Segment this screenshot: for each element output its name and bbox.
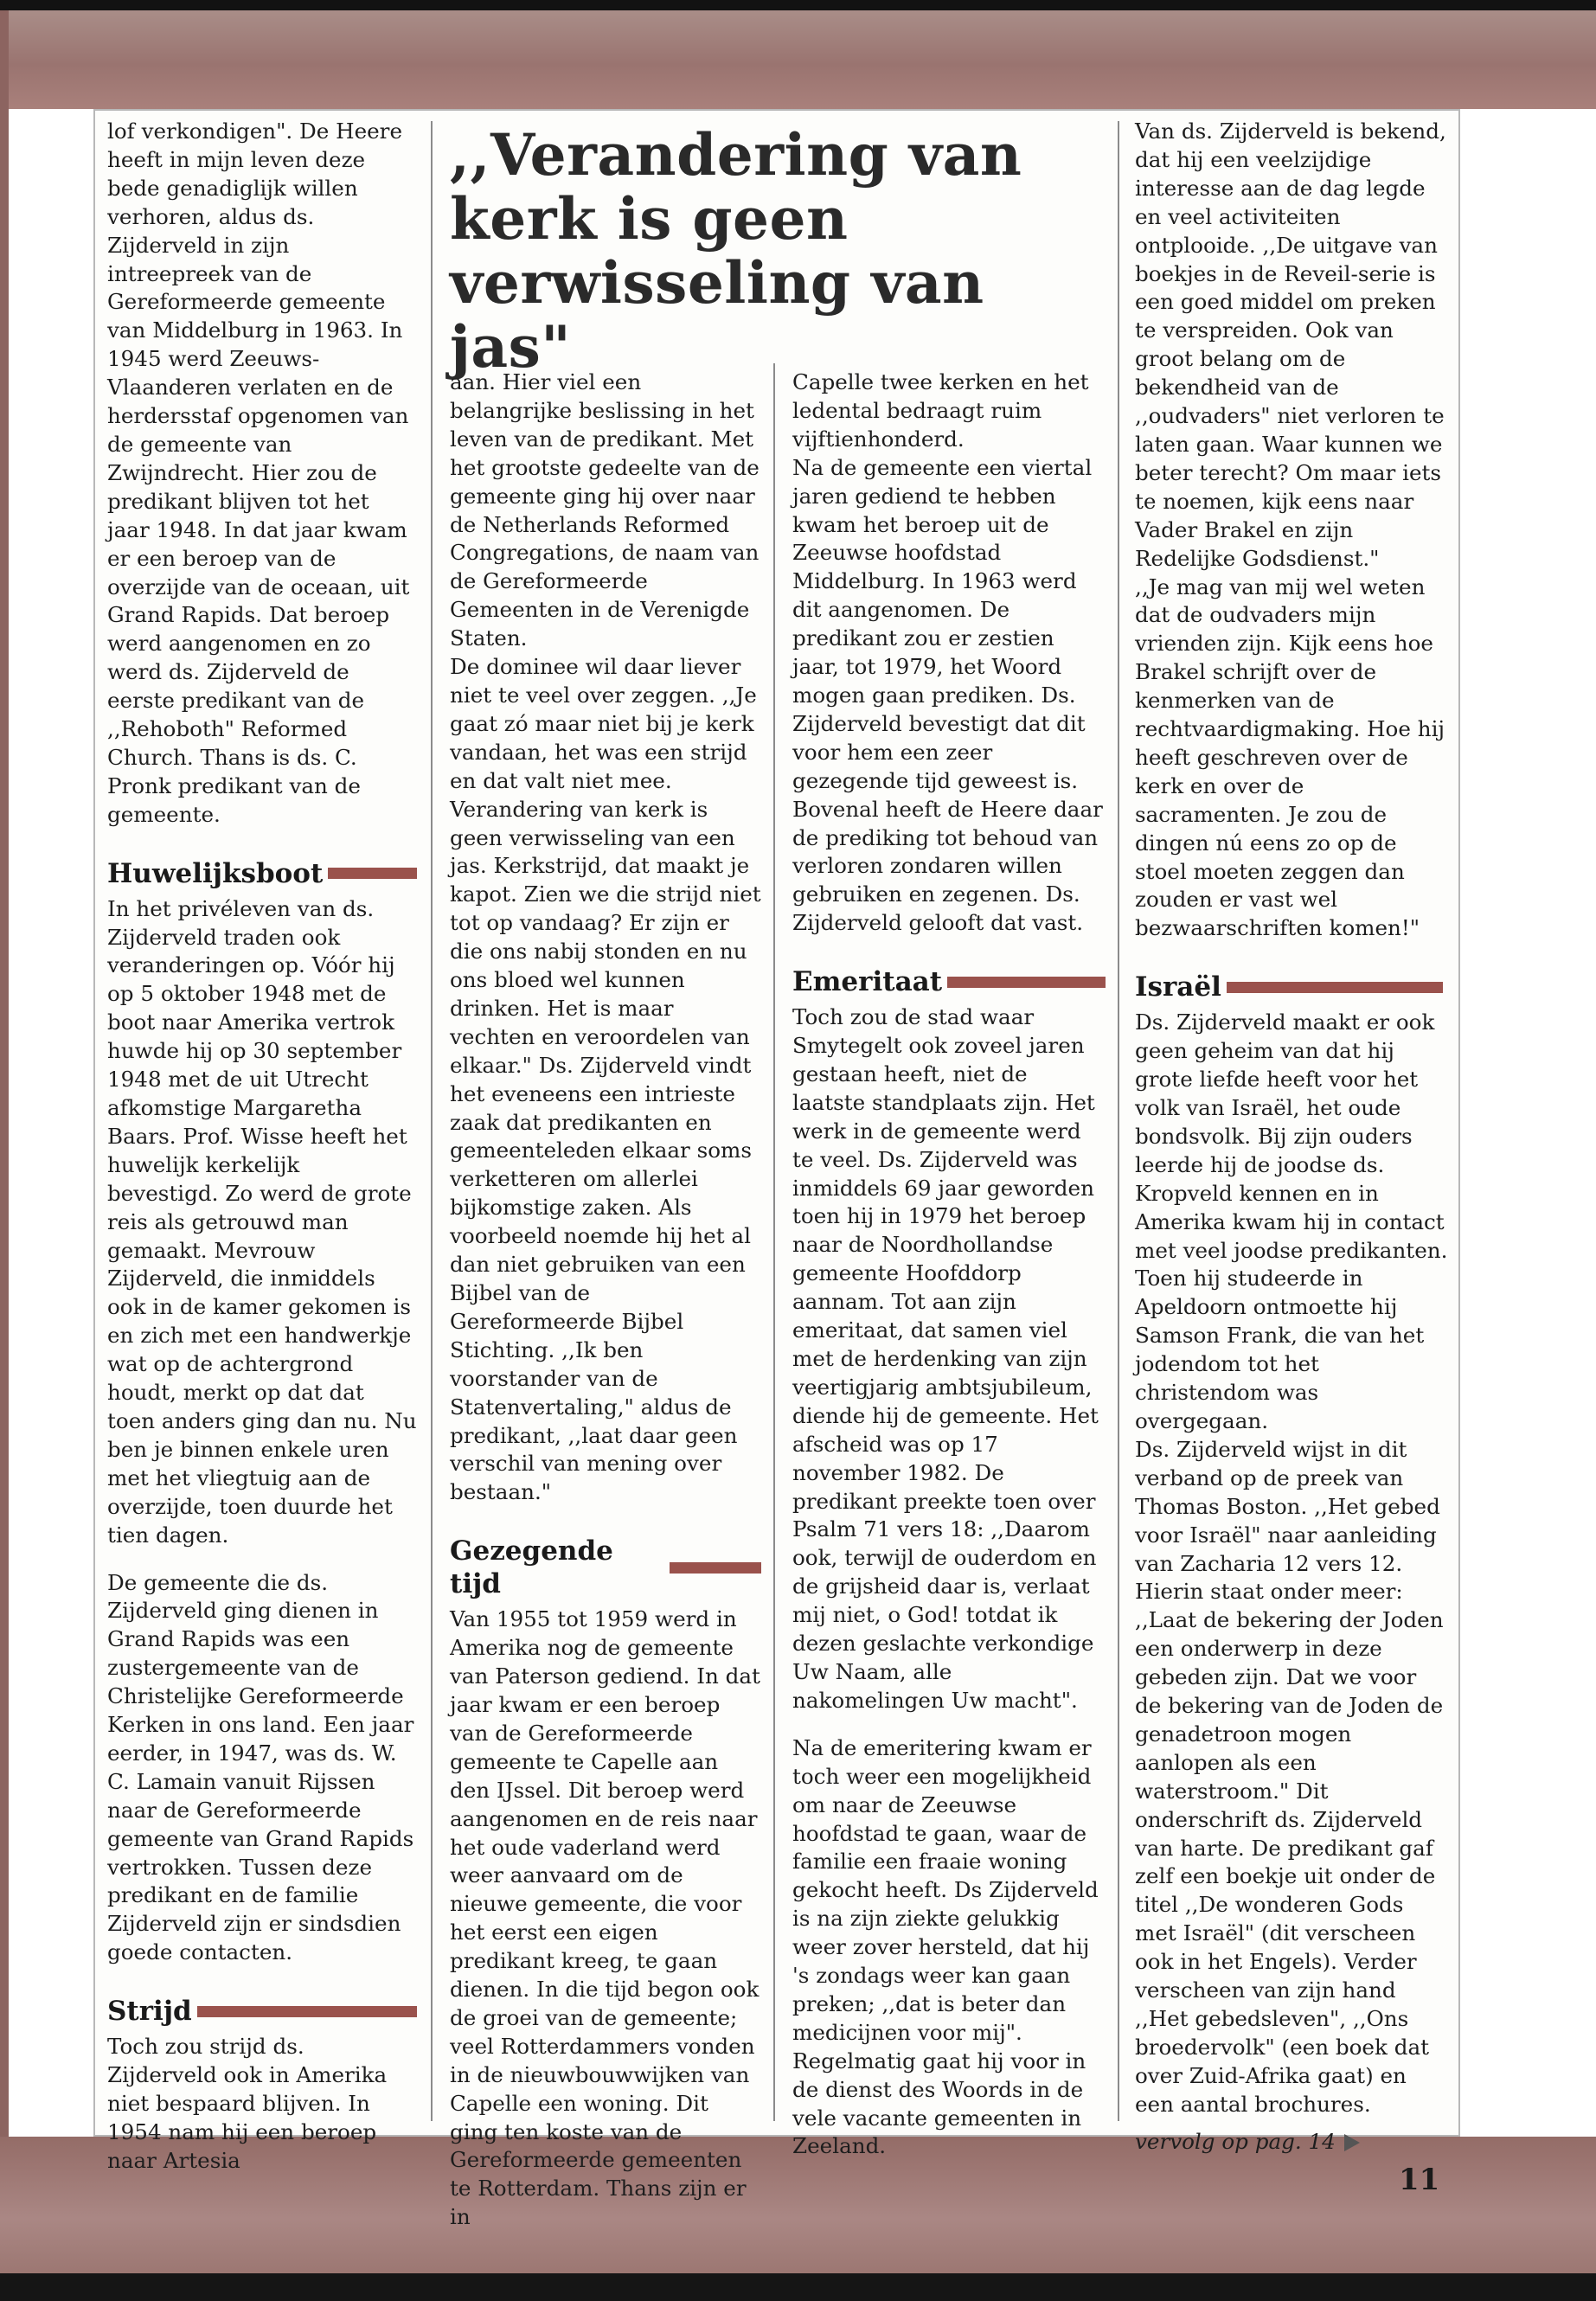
top-black-edge xyxy=(0,0,1596,10)
column-2 xyxy=(450,369,761,2232)
col1-paragraph: In het privéleven van ds. Zijderveld traden ook veranderingen op. Vóór hij op 5 oktober 1948 met de boot naar Amerika vertrok huwde hij op 30 september 1948 met de uit Utrecht afkomstige Margaretha Baars. Prof. Wisse heeft het huwelijk kerkelijk bevestigd. Zo werd de grote reis als getrouwd man gemaakt. Mevrouw Zijderveld, die inmiddels ook in de kamer gekomen is en zich met een handwerkje wat op de achtergrond houdt, merkt op dat dat toen anders ging dan nu. Nu ben je binnen enkele uren met het vliegtuig aan de overzijde, toen duurde het tien dagen. xyxy=(107,895,417,1548)
bottom-black-edge xyxy=(0,2273,1596,2301)
column-1 xyxy=(107,118,417,2176)
heading-bar xyxy=(947,977,1106,988)
col3-paragraph: Toch zou de stad waar Smytegelt ook zoveel jaren gestaan heeft, niet de laatste standplaats zijn. Het werk in de gemeente werd te veel. Ds. Zijderveld was inmiddels 69 jaar geworden toen hij in 1979 het beroep naar de Noordhollandse gemeente Hoofddorp aannam. Tot aan zijn emeritaat, dat samen viel met de herdenking van zijn veertigjarig ambtsjubileum, diende hij de gemeente. Het afscheid was op 17 november 1982. De predikant preekte toen over Psalm 71 vers 18: ,,Daarom ook, terwijl de ouderdom en de grijsheid daar is, verlaat mij niet, o God! totdat ik dezen geslachte verkondige Uw Naam, alle nakomelingen Uw macht". xyxy=(792,1004,1099,1713)
top-color-band xyxy=(0,10,1596,109)
col3-paragraph: Capelle twee kerken en het ledental bedraagt ruim vijftienhonderd. xyxy=(792,369,1089,452)
column-rule-2 xyxy=(773,363,775,2121)
heading-bar xyxy=(1227,982,1443,993)
column-rule-3 xyxy=(1118,121,1119,2121)
heading-bar xyxy=(197,2006,417,2017)
col4-paragraph: Van ds. Zijderveld is bekend, dat hij een veelzijdige interesse aan de dag legde en veel activiteiten ontplooide. ,,De uitgave van boekjes in de Reveil-serie is een goed middel om preken te verspreiden. Ook van groot belang om de bekendheid van de ,,oudvaders" niet verloren te laten gaan. Waar kunnen we beter terecht? Om maar iets te noemen, kijk eens naar Vader Brakel en zijn Redelijke Godsdienst." xyxy=(1135,119,1446,571)
col4-paragraph: ,,Je mag van mij wel weten dat de oudvaders mijn vrienden zijn. Kijk eens hoe Brakel schrijft over de kenmerken van de rechtvaardigmaking. Hoe hij heeft geschreven over de kerk en over de sacramenten. Je zou de dingen nú eens zo op de stoel moeten zeggen dan zouden er vast wel bezwaarschriften komen!" xyxy=(1135,574,1445,941)
page-number: 11 xyxy=(1399,2163,1440,2197)
col2-paragraph: Van 1955 tot 1959 werd in Amerika nog de gemeente van Paterson gediend. In dat jaar kwam er een beroep van de Gereformeerde gemeente te Capelle aan den IJssel. Dit beroep werd aangenomen en de reis naar het oude vaderland werd weer aanvaard om de nieuwe gemeente, die voor het eerst een eigen predikant kreeg, te gaan dienen. In die tijd begon ook de groei van de gemeente; veel Rotterdammers vonden in de nieuwbouwwijken van Capelle een woning. Dit ging ten koste van de Gereformeerde gemeenten te Rotterdam. Thans zijn er in xyxy=(450,1606,760,2230)
heading-huwelijksboot: Huwelijksboot xyxy=(107,857,417,890)
heading-bar xyxy=(670,1562,761,1574)
col4-paragraph: Ds. Zijderveld maakt er ook geen geheim van dat hij grote liefde heeft voor het volk van Israël, het oude bondsvolk. Bij zijn ouders leerde hij de joodse ds. Kropveld kennen en in Amerika kwam hij in contact met veel joodse predikanten. Toen hij studeerde in Apeldoorn ontmoette hij Samson Frank, die van het jodendom tot het christendom was overgegaan. xyxy=(1135,1009,1448,1433)
col1-intro: lof verkondigen". De Heere heeft in mijn leven deze bede genadiglijk willen verhoren, aldus ds. Zijderveld in zijn intreepreek van de Gereformeerde gemeente van Middelburg in 1963. In 1945 werd Zeeuws-Vlaanderen verlaten en de herdersstaf opgenomen van de gemeente van Zwijndrecht. Hier zou de predikant blijven tot het jaar 1948. In dat jaar kwam er een beroep van de overzijde van de oceaan, uit Grand Rapids. Dat beroep werd aangenomen en zo werd ds. Zijderveld de eerste predikant van de ,,Rehoboth" Reformed Church. Thans is ds. C. Pronk predikant van de gemeente. xyxy=(107,119,410,827)
col2-paragraph: De dominee wil daar liever niet te veel over zeggen. ,,Je gaat zó maar niet bij je kerk vandaan, het was een strijd en dat valt niet mee. Verandering van kerk is geen verwisseling van een jas. Kerkstrijd, dat maakt je kapot. Zien we die strijd niet tot op vandaag? Er zijn er die ons nabij stonden en nu ons bloed wel kunnen drinken. Het is maar vechten en veroordelen van elkaar." Ds. Zijderveld vindt het eveneens een intrieste zaak dat predikanten en gemeenteleden elkaar soms verketteren om allerlei bijkomstige zaken. Als voorbeeld noemde hij het al dan niet gebruiken van een Bijbel van de Gereformeerde Bijbel Stichting. ,,Ik ben voorstander van de Statenvertaling," aldus de predikant, ,,laat daar geen verschil van mening over bestaan." xyxy=(450,654,761,1505)
heading-gezegende-tijd: Gezegende tijd xyxy=(450,1535,761,1600)
col2-paragraph: aan. Hier viel een belangrijke beslissing in het leven van de predikant. Met het grootste gedeelte van de gemeente ging hij over naar de Netherlands Reformed Congregations, de naam van de Gereformeerde Gemeenten in de Verenigde Staten. xyxy=(450,369,760,651)
continued-on-page-link[interactable]: vervolg op pag. 14 xyxy=(1135,2128,1448,2157)
column-4 xyxy=(1135,118,1448,2157)
column-3 xyxy=(792,369,1106,2161)
article-headline: ,,Verandering van kerk is geen verwisseling van jas" xyxy=(450,121,1022,381)
col1-paragraph: Toch zou strijd ds. Zijderveld ook in Amerika niet bespaard blijven. In 1954 nam hij een beroep naar Artesia xyxy=(107,2034,388,2173)
heading-emeritaat: Emeritaat xyxy=(792,965,1106,998)
arrow-right-icon xyxy=(1344,2134,1360,2151)
column-rule-1 xyxy=(431,121,433,2121)
col1-paragraph: De gemeente die ds. Zijderveld ging dienen in Grand Rapids was een zustergemeente van de Christelijke Gereformeerde Kerken in ons land. Een jaar eerder, in 1947, was ds. W. C. Lamain vanuit Rijssen naar de Gereformeerde gemeente van Grand Rapids vertrokken. Tussen deze predikant en de familie Zijderveld zijn er sindsdien goede contacten. xyxy=(107,1569,414,1965)
left-page-edge xyxy=(0,10,9,2273)
col4-paragraph: Ds. Zijderveld wijst in dit verband op de preek van Thomas Boston. ,,Het gebed voor Israël" naar aanleiding van Zacharia 12 vers 12. Hierin staat onder meer: ,,Laat de bekering der Joden een onderwerp in deze gebeden zijn. Dat we voor de bekering van de Joden de genadetroon mogen aanlopen als een waterstroom." Dit onderschrift ds. Zijderveld van harte. De predikant gaf zelf een boekje uit onder de titel ,,De wonderen Gods met Israël" (dit verscheen ook in het Engels). Verder verscheen van zijn hand ,,Het gebedsleven", ,,Ons broedervolk" (een boek dat over Zuid-Afrika gaat) en een aantal brochures. xyxy=(1135,1436,1444,2117)
heading-israel: Israël xyxy=(1135,971,1448,1003)
col3-paragraph: Na de gemeente een viertal jaren gediend te hebben kwam het beroep uit de Zeeuwse hoofdstad Middelburg. In 1963 werd dit aangenomen. De predikant zou er zestien jaar, tot 1979, het Woord mogen gaan prediken. Ds. Zijderveld bevestigt dat dit voor hem een zeer gezegende tijd geweest is. Bovenal heeft de Heere daar de prediking tot behoud van verloren zondaren willen gebruiken en zegenen. Ds. Zijderveld gelooft dat vast. xyxy=(792,454,1103,936)
col3-paragraph: Na de emeritering kwam er toch weer een mogelijkheid om naar de Zeeuwse hoofdstad te gaan, waar de familie een fraaie woning gekocht heeft. Ds Zijderveld is na zijn ziekte gelukkig weer zover hersteld, dat hij 's zondags weer kan gaan preken; ,,dat is beter dan medicijnen voor mij". Regelmatig gaat hij voor in de dienst des Woords in de vele vacante gemeenten in Zeeland. xyxy=(792,1734,1099,2159)
heading-bar xyxy=(328,868,417,879)
heading-strijd: Strijd xyxy=(107,1995,417,2028)
